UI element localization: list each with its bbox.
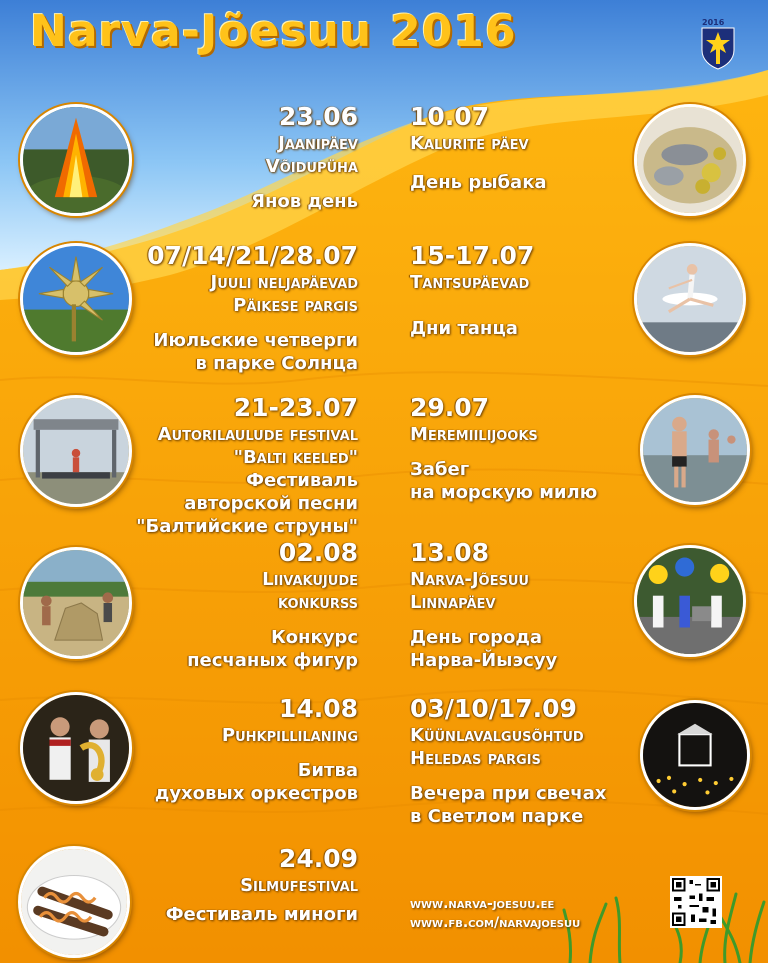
event-kuunlavalgusohtud [410,694,606,828]
poster-title [30,6,517,57]
festival-stage-photo [20,395,132,507]
event-russian-line: День города [410,627,543,648]
event-title-line: Linnapäev [410,592,496,613]
event-meremiilijooks [410,393,597,504]
event-russian-line: Фестиваль миноги [165,904,358,925]
event-tantsupaevad [410,241,534,340]
event-russian-line: Забег [410,459,470,480]
website-link[interactable]: www.narva-joesuu.ee [410,896,555,912]
fish-soup-photo [634,104,746,216]
event-russian-line: Битва [297,760,358,781]
event-russian-line: Фестиваль [246,470,358,491]
event-russian-line: духовых оркестров [154,783,358,804]
ballet-dancer-photo [634,243,746,355]
event-kalurite-paev [410,102,547,194]
event-juuli-neljapaevad [147,241,358,375]
crest-year: 2016 [702,18,725,27]
event-title-line: Meremiilijooks [410,424,538,445]
event-date: 24.09 [278,844,358,873]
footer-links [410,895,580,933]
event-russian-line: в парке Солнца [195,353,358,374]
event-date: 15-17.07 [410,241,535,270]
event-date: 21-23.07 [233,393,358,422]
event-date: 02.08 [278,538,358,567]
event-title-line: Narva-Jõesuu [410,569,529,590]
event-russian-line: "Балтийские струны" [136,516,358,537]
qr-code[interactable] [670,876,722,928]
event-date: 23.06 [278,102,358,131]
event-russian-line: Нарва-Йыэсуу [410,650,558,671]
event-title-line: Kalurite päev [410,133,529,154]
event-autorilaulude-festival [136,393,358,538]
brass-band-photo [20,692,132,804]
event-silmufestival [166,844,358,926]
event-russian-line: в Светлом парке [410,806,584,827]
event-title-line: Liivakujude [262,569,358,590]
event-russian-line: песчаных фигур [187,650,358,671]
event-date: 13.08 [410,538,490,567]
event-date: 29.07 [410,393,490,422]
event-title-line: "Balti keeled" [233,447,358,468]
event-title-line: Küünlavalgusõhtud [410,725,584,746]
event-russian-line: Конкурс [270,627,358,648]
event-russian-line: авторской песни [184,493,358,514]
event-title-line: Võidupüha [265,156,358,177]
event-date: 10.07 [410,102,490,131]
event-puhkpillilaning [155,694,358,805]
candle-night-photo [640,700,750,810]
grass-decoration [560,880,768,963]
event-title-line: Päikese pargis [233,295,358,316]
event-jaanipaev [251,102,358,213]
event-russian-line: День рыбака [410,172,547,193]
title-year: 2016 [390,6,517,57]
event-russian-line: Вечера при свечах [410,783,607,804]
event-date: 14.08 [278,694,358,723]
lamprey-photo [18,846,130,958]
runners-photo [640,395,750,505]
event-russian-line: Июльские четверги [153,330,358,351]
facebook-link[interactable]: www.fb.com/narvajoesuu [410,915,581,931]
event-date: 03/10/17.09 [410,694,577,723]
town-crest [700,18,736,70]
event-title-line: konkurss [278,592,358,613]
event-liivakujude-konkurss [187,538,358,672]
event-russian-line: Янов день [251,191,358,212]
event-title-line: Silmufestival [240,875,358,896]
parade-photo [634,545,746,657]
event-title-line: Jaanipäev [278,133,358,154]
event-title-line: Autorilaulude festival [157,424,358,445]
event-title-line: Heledas pargis [410,748,541,769]
event-linnapaev [410,538,557,672]
sand-sculpture-photo [20,547,132,659]
sun-sculpture-photo [20,243,132,355]
title-town: Narva-Jõesuu [30,6,373,57]
event-title-line: Juuli neljapäevad [210,272,358,293]
bonfire-photo [20,104,132,216]
event-title-line: Puhkpillilaning [221,725,358,746]
event-title-line: Tantsupäevad [410,272,530,293]
event-russian-line: на морскую милю [410,482,598,503]
event-russian-line: Дни танца [410,318,518,339]
event-date: 07/14/21/28.07 [147,241,358,270]
